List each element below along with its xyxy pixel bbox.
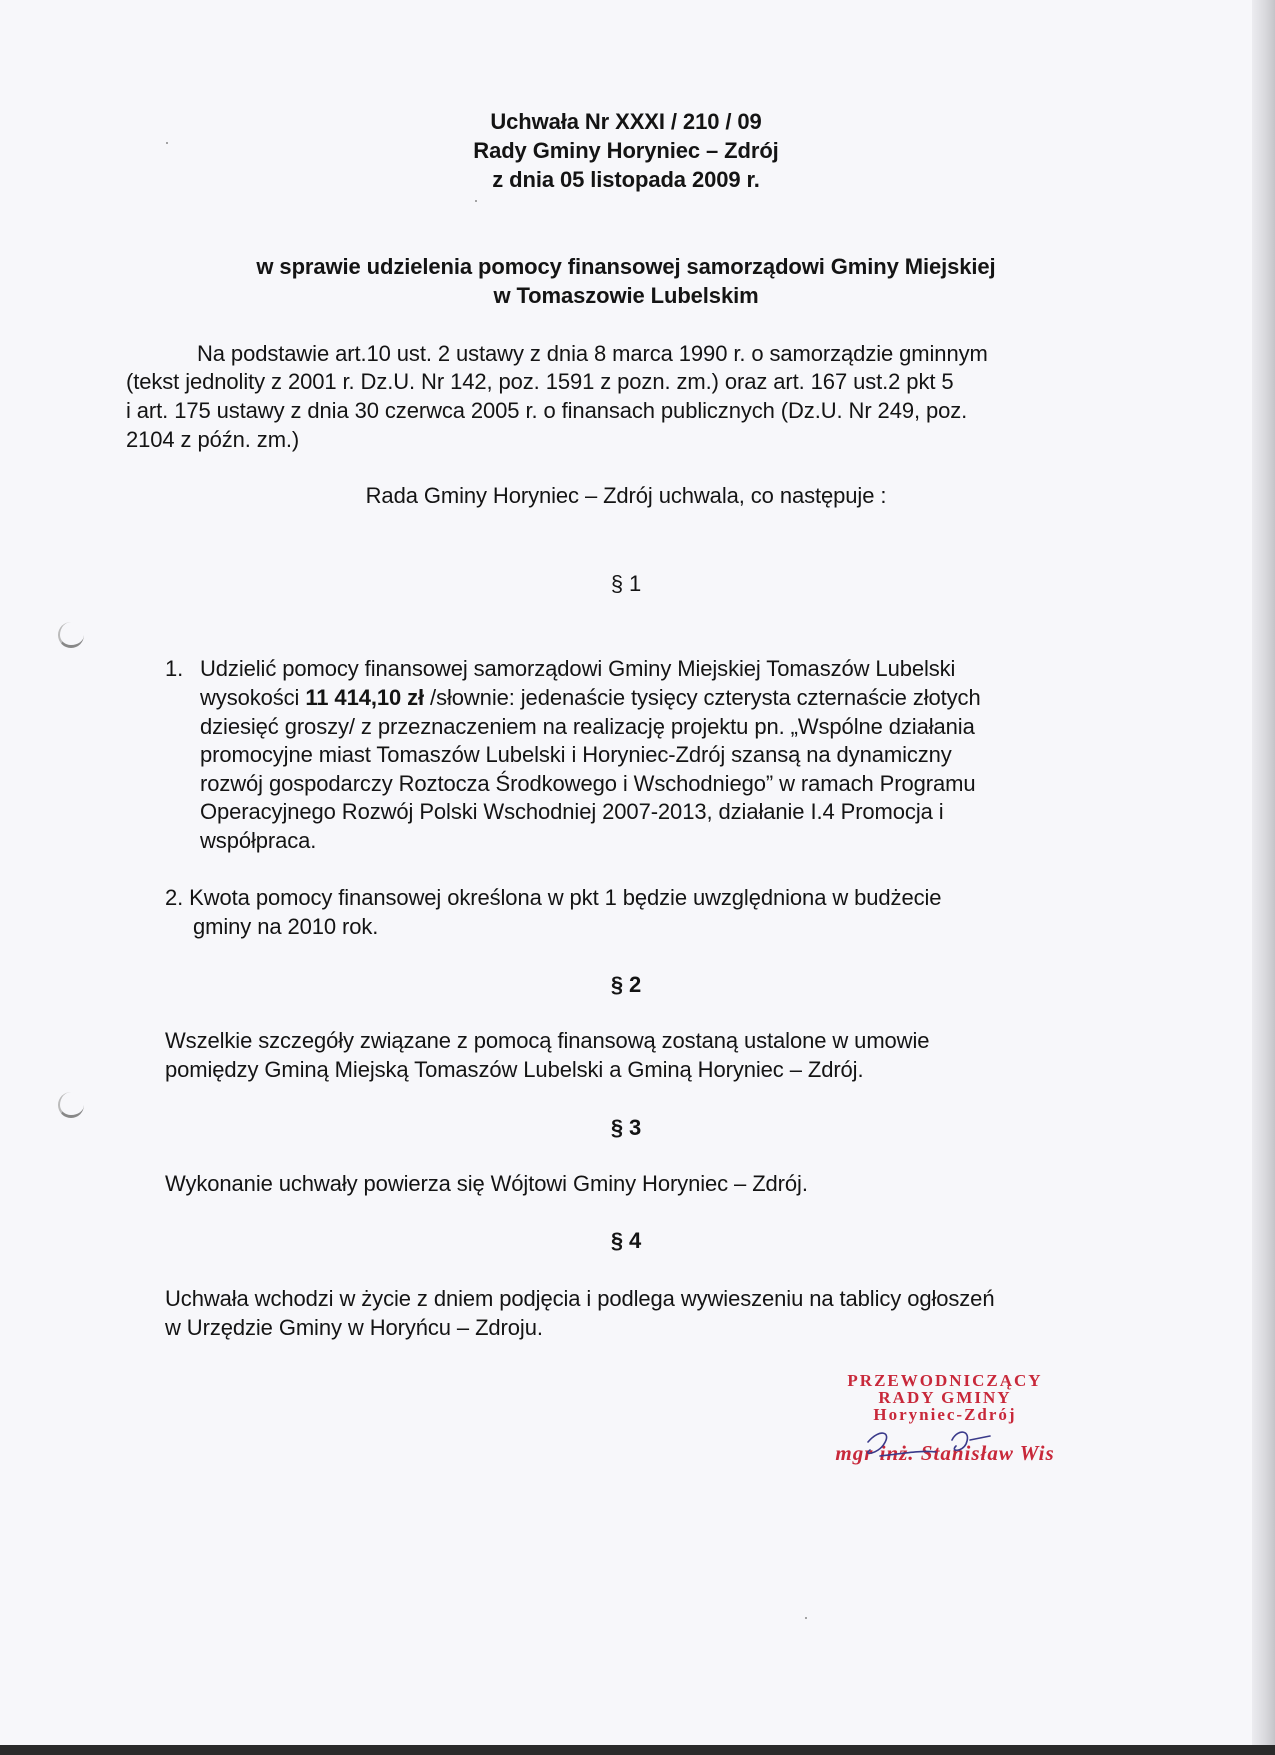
stamp-location: Horyniec-Zdrój — [873, 1405, 1017, 1424]
scan-speck — [805, 1617, 807, 1619]
signatory-name: mgr inż. Stanisław Wis — [835, 1441, 1055, 1465]
section-heading: § 2 — [610, 972, 642, 997]
paragraph-line: Wszelkie szczegóły związane z pomocą finansową zostaną ustalone w umowie — [165, 1028, 930, 1053]
punch-hole — [58, 622, 84, 648]
council-name: Rady Gminy Horyniec – Zdrój — [473, 138, 779, 163]
paragraph-line: współpraca. — [200, 828, 317, 853]
scan-edge-right — [1252, 0, 1275, 1755]
paragraph-line: w Urzędzie Gminy w Horyńcu – Zdroju. — [165, 1315, 543, 1340]
resolution-date: z dnia 05 listopada 2009 r. — [492, 167, 760, 192]
stamp-title: PRZEWODNICZĄCY — [847, 1371, 1043, 1390]
preamble-line: i art. 175 ustawy z dnia 30 czerwca 2005 r. o finansach publicznych (Dz.U. Nr 249, poz. — [126, 398, 968, 423]
subject-line: w sprawie udzielenia pomocy finansowej samorządowi Gminy Miejskiej — [256, 254, 996, 279]
preamble-line: (tekst jednolity z 2001 r. Dz.U. Nr 142, poz. 1591 z pozn. zm.) oraz art. 167 ust.2 pkt 5 — [126, 369, 954, 394]
paragraph-line: Udzielić pomocy finansowej samorządowi Gminy Miejskiej Tomaszów Lubelski — [200, 656, 956, 681]
amount-value: 11 414,10 zł — [305, 685, 425, 710]
section-heading: § 4 — [610, 1228, 642, 1253]
paragraph-line: dziesięć groszy/ z przeznaczeniem na realizację projektu pn. „Wspólne działania — [200, 714, 975, 739]
scan-speck — [475, 200, 477, 202]
amount-in-words: /słownie: jedenaście tysięcy czterysta czternaście złotych — [424, 685, 981, 710]
decision-statement: Rada Gminy Horyniec – Zdrój uchwala, co następuje : — [365, 483, 887, 508]
preamble-line: Na podstawie art.10 ust. 2 ustawy z dnia 8 marca 1990 r. o samorządzie gminnym — [197, 341, 988, 366]
paragraph-line: gminy na 2010 rok. — [193, 914, 379, 939]
paragraph-line: Operacyjnego Rozwój Polski Wschodniej 2007-2013, działanie I.4 Promocja i — [200, 799, 944, 824]
paragraph-line: Wykonanie uchwały powierza się Wójtowi Gminy Horyniec – Zdrój. — [165, 1171, 808, 1196]
amount-prefix: wysokości — [200, 685, 306, 710]
paragraph-line: 2. Kwota pomocy finansowej określona w pkt 1 będzie uwzględniona w budżecie — [165, 885, 942, 910]
stamp-council: RADY GMINY — [878, 1388, 1012, 1407]
paragraph-line: promocyjne miast Tomaszów Lubelski i Horyniec-Zdrój szansą na dynamiczny — [200, 742, 952, 767]
resolution-number: Uchwała Nr XXXI / 210 / 09 — [490, 109, 762, 134]
list-item-number: 1. — [165, 656, 184, 681]
section-heading: § 3 — [610, 1115, 642, 1140]
paragraph-line: Uchwała wchodzi w życie z dniem podjęcia i podlega wywieszeniu na tablicy ogłoszeń — [165, 1286, 995, 1311]
section-heading: § 1 — [610, 571, 642, 596]
scan-edge-bottom — [0, 1745, 1275, 1755]
paragraph-line: pomiędzy Gminą Miejską Tomaszów Lubelski a Gminą Horyniec – Zdrój. — [165, 1057, 864, 1082]
preamble-line: 2104 z późn. zm.) — [126, 427, 300, 452]
paragraph-line: rozwój gospodarczy Roztocza Środkowego i Wschodniego” w ramach Programu — [200, 771, 976, 796]
paragraph-line — [200, 683, 981, 712]
handwritten-signature — [840, 1410, 1040, 1470]
subject-line: w Tomaszowie Lubelskim — [493, 283, 759, 308]
